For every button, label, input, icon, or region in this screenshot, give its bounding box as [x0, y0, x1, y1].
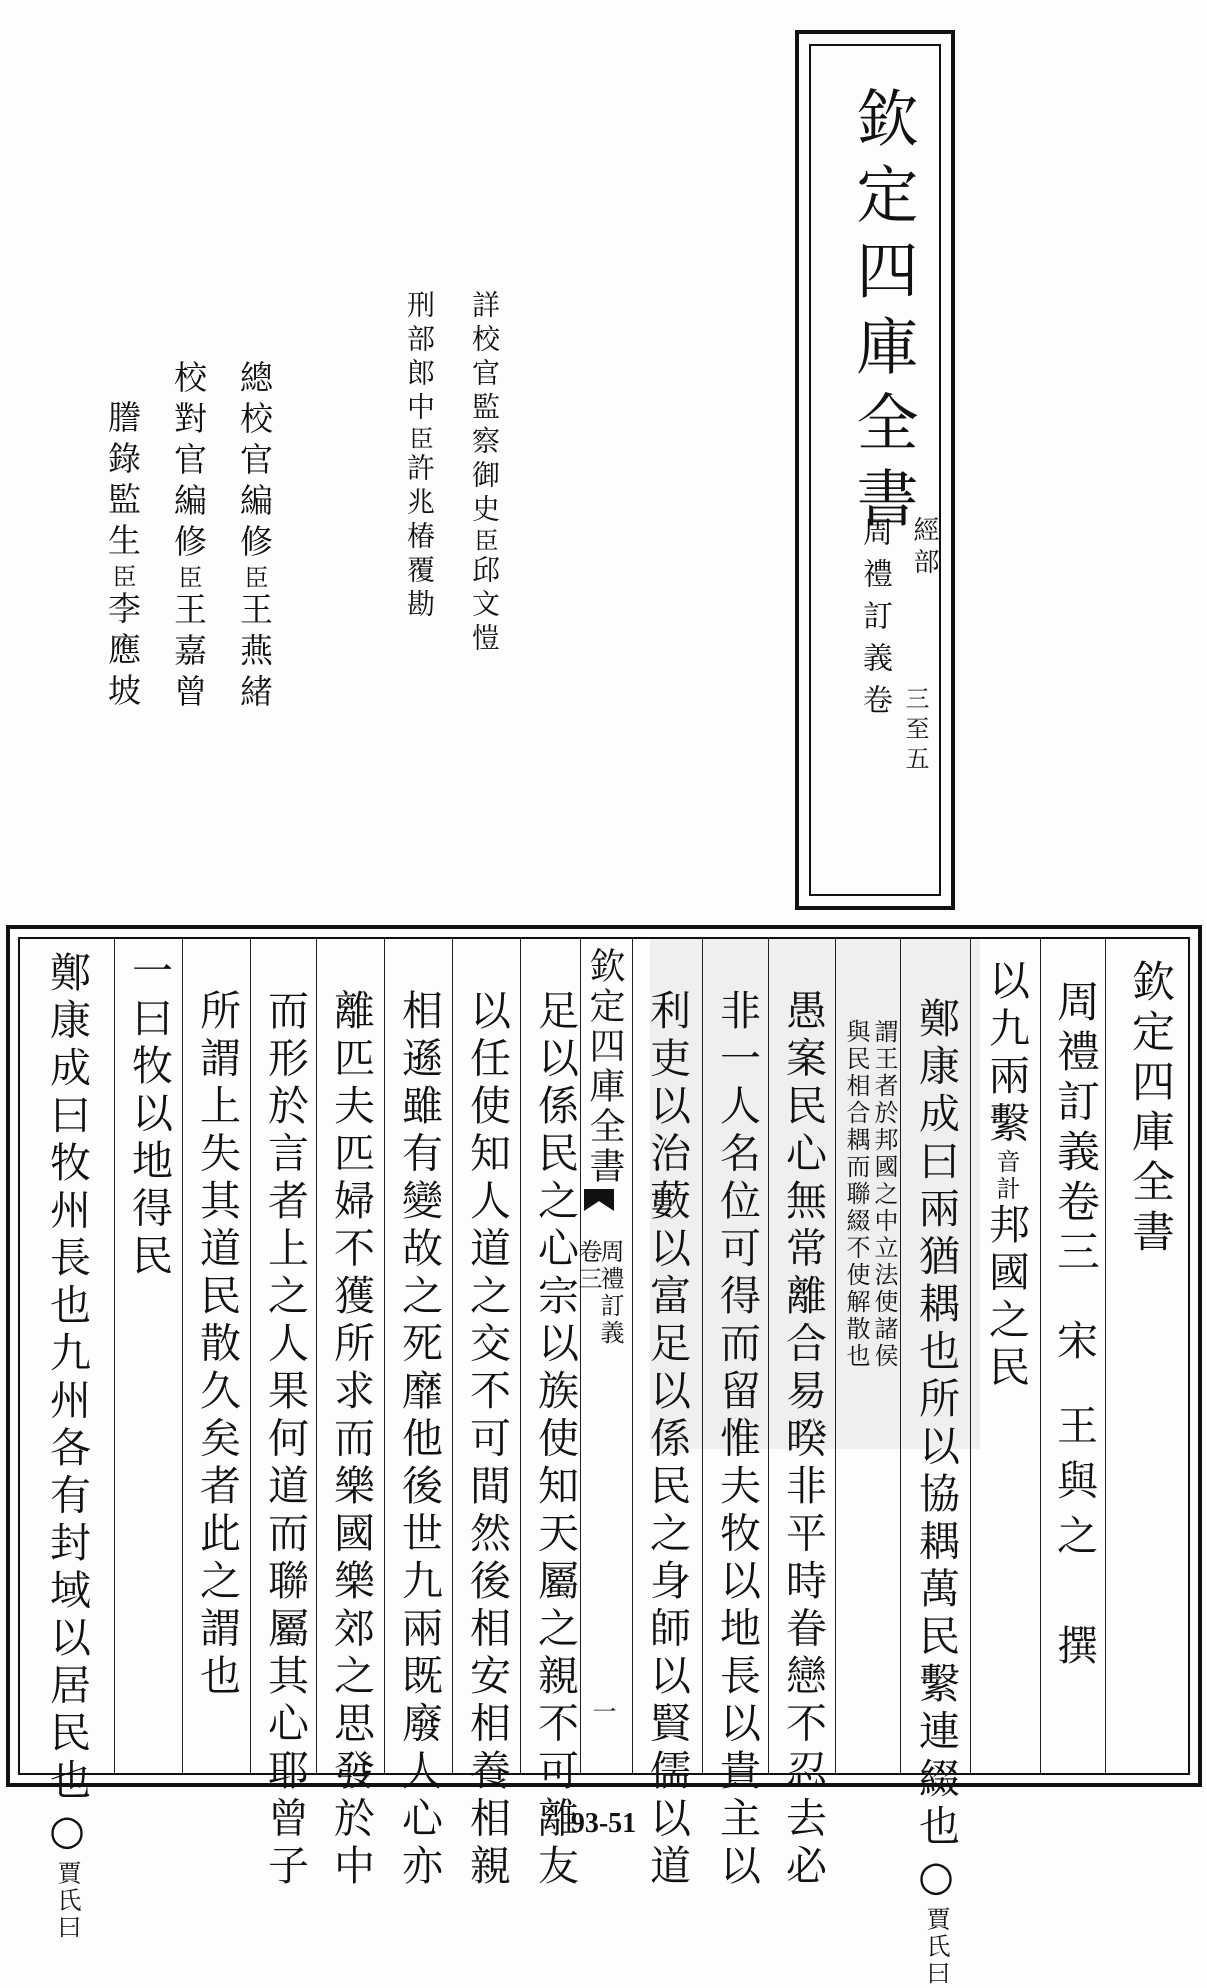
credit-reviewer: [403, 290, 436, 623]
credit-copyist: [103, 400, 142, 714]
column-rule: [970, 939, 971, 1773]
author: 王與之 撰: [1050, 1404, 1098, 1679]
column-rule: [1040, 939, 1041, 1773]
commentary-line: 與民相合耦而聯綴不使解散也: [842, 1019, 870, 1370]
page-book-title: 周禮訂義卷三: [1050, 979, 1100, 1279]
slip-volumes: 三至五: [901, 686, 929, 776]
page-number: 93-51: [570, 1808, 637, 1839]
column-rule: [1105, 939, 1106, 1773]
credit-name: 邱文愷: [468, 555, 501, 657]
title-slip: [795, 30, 955, 910]
text-column: 足以係民之心宗以族使知天屬之親不可離友: [531, 989, 579, 1892]
column-annotation: 賈氏曰: [922, 1906, 950, 1988]
credit-collator: [169, 360, 208, 715]
credit-role: 謄錄監生: [103, 400, 142, 564]
column-main-text: 以九兩繫: [982, 959, 1030, 1149]
circle-mark: ○: [912, 1852, 960, 1907]
column-rule: [900, 939, 901, 1773]
column-rule: [452, 939, 453, 1773]
credit-role: 校對官編修: [169, 360, 208, 565]
column-rule: [768, 939, 769, 1773]
center-folio: 一: [588, 1699, 616, 1726]
credit-role: 總校官編修: [235, 360, 274, 565]
column-rule: [316, 939, 317, 1773]
column-rule: [702, 939, 703, 1773]
column-rule: [580, 939, 581, 1773]
credit-mark: 臣: [470, 528, 498, 555]
center-title: 欽定四庫全書: [584, 947, 625, 1187]
credit-detailed-proofreader: [468, 290, 501, 657]
credit-mark: 臣: [174, 565, 202, 592]
credit-mark: 臣: [108, 564, 136, 591]
credit-name: 李應坡: [103, 591, 142, 714]
author-dynasty: 宋: [1050, 1319, 1098, 1367]
slip-category: 經部: [909, 516, 939, 580]
text-column: 愚案民心無常離合易暌非平時眷戀不忍去必: [779, 989, 827, 1892]
page-header: 欽定四庫全書: [1125, 959, 1175, 1259]
center-book: 周禮訂義: [596, 1239, 624, 1347]
column-rule: [182, 939, 183, 1773]
column-rule: [632, 939, 633, 1773]
text-column: 非一人名位可得而留惟夫牧以地長以貴主以: [713, 989, 761, 1892]
column-annotation: 賈氏曰: [53, 1860, 81, 1942]
text-column: 一曰牧以地得民: [125, 949, 173, 1282]
credit-role: 刑部郎中: [403, 290, 436, 426]
title-slip-inner-frame: [809, 44, 941, 896]
column-rule: [250, 939, 251, 1773]
circle-mark: ○: [43, 1806, 91, 1861]
credit-role: 詳校官監察御史: [468, 290, 501, 528]
text-column: [982, 959, 1030, 1393]
text-column: 所謂上失其道民散久矣者此之謂也: [193, 989, 241, 1702]
credit-name: 王嘉曾: [169, 592, 208, 715]
column-main-text: 鄭康成曰兩猶耦也所以協耦萬民繫連綴也: [912, 997, 960, 1852]
column-annotation: 音計: [992, 1149, 1020, 1203]
slip-book-title: 周禮訂義卷: [857, 516, 892, 726]
credit-chief-proofreader: [235, 360, 274, 715]
credit-mark: 臣: [405, 426, 433, 453]
column-rule: [384, 939, 385, 1773]
text-column: 以任使知人道之交不可間然後相安相養相親: [463, 989, 511, 1892]
text-column: [43, 951, 91, 1942]
text-column: 相遜雖有變故之死靡他後世九兩既廢人心亦: [395, 989, 443, 1892]
text-column: 利吏以治藪以富足以係民之身師以賢儒以道: [643, 989, 691, 1892]
commentary-line: 謂王者於邦國之中立法使諸侯: [870, 1019, 898, 1370]
column-rule: [114, 939, 115, 1773]
credit-name: 許兆椿覆勘: [403, 453, 436, 623]
fishtail-icon: [584, 1189, 614, 1211]
center-volume: 卷三: [574, 1239, 602, 1293]
column-main-text: 鄭康成曰牧州長也九州各有封域以居民也: [43, 951, 91, 1806]
text-column: 離匹夫匹婦不獲所求而樂國樂郊之思發於中: [327, 989, 375, 1892]
column-rule: [835, 939, 836, 1773]
slip-title: 欽定四庫全書: [846, 86, 919, 542]
column-main-text: 邦國之民: [982, 1203, 1030, 1393]
credit-name: 王燕緒: [235, 592, 274, 715]
text-column: 而形於言者上之人果何道而聯屬其心耶曾子: [261, 989, 309, 1892]
credit-mark: 臣: [240, 565, 268, 592]
column-rule: [520, 939, 521, 1773]
